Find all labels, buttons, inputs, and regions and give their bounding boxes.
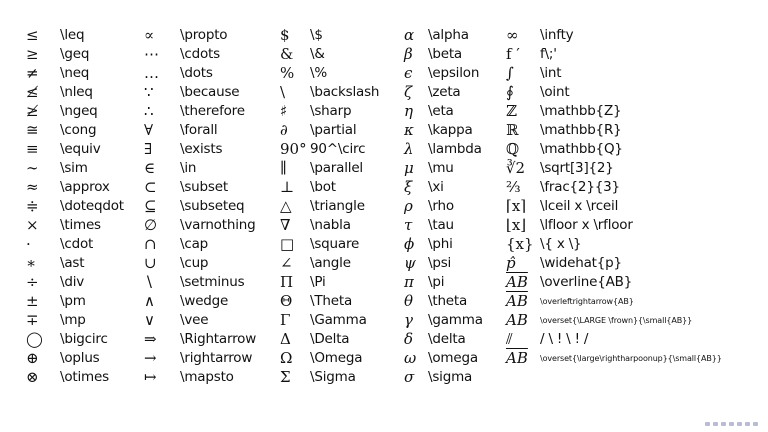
symbol-glyph: $	[280, 26, 290, 44]
symbol-glyph: AB	[506, 311, 528, 329]
latex-command: \overset{\large\rightharpoonup}{\small{AB}}	[540, 354, 722, 363]
symbol-glyph: {x}	[506, 235, 534, 253]
symbol-glyph: ≅	[26, 121, 39, 139]
latex-command: \sqrt[3]{2}	[540, 160, 614, 176]
latex-command: \pm	[60, 293, 86, 309]
symbol-glyph: θ	[404, 292, 414, 310]
latex-command: \therefore	[180, 103, 245, 119]
latex-command: \delta	[428, 331, 466, 347]
symbol-glyph: ≱	[26, 102, 39, 120]
symbol-glyph: Ω	[280, 349, 293, 367]
symbol-glyph: ϕ	[404, 235, 415, 253]
latex-command: \vee	[180, 312, 209, 328]
latex-command: \infty	[540, 27, 574, 43]
latex-command: \propto	[180, 27, 228, 43]
symbol-glyph: ∠	[280, 254, 293, 272]
latex-command: \div	[60, 274, 85, 290]
symbol-glyph: ≥	[26, 45, 39, 63]
symbol-column-1	[26, 26, 60, 387]
latex-command: \ast	[60, 255, 85, 271]
latex-command: \sigma	[428, 369, 473, 385]
symbol-glyph: f ′	[506, 45, 520, 63]
latex-command: \nabla	[310, 217, 351, 233]
latex-command: \Rightarrow	[180, 331, 257, 347]
symbol-glyph: β	[404, 45, 413, 63]
symbol-glyph: τ	[404, 216, 413, 234]
symbol-glyph: ×	[26, 216, 39, 234]
symbol-glyph: ϵ	[404, 64, 413, 82]
symbol-glyph: ∂	[280, 121, 288, 139]
symbol-glyph: ◯	[26, 330, 43, 348]
symbol-glyph: □	[280, 235, 295, 253]
latex-command: \omega	[428, 350, 478, 366]
latex-command: \epsilon	[428, 65, 480, 81]
symbol-glyph: …	[144, 64, 159, 82]
latex-command: \Pi	[310, 274, 326, 290]
symbol-glyph: ≤	[26, 26, 39, 44]
symbol-glyph: ℝ	[506, 121, 519, 139]
latex-command: \$	[310, 27, 323, 43]
command-column-2	[180, 26, 280, 387]
symbol-glyph: ≡	[26, 140, 39, 158]
symbol-glyph: π	[404, 273, 414, 291]
symbol-glyph: ∵	[144, 83, 154, 101]
latex-command: \tau	[428, 217, 454, 233]
symbol-glyph: ∪	[144, 254, 157, 272]
symbol-glyph: ⫽	[506, 330, 513, 348]
latex-command: \Omega	[310, 350, 363, 366]
latex-command: \eta	[428, 103, 454, 119]
symbol-glyph: ρ	[404, 197, 413, 215]
symbol-glyph: ≠	[26, 64, 39, 82]
symbol-glyph: δ	[404, 330, 414, 348]
symbol-glyph: ∴	[144, 102, 154, 120]
symbol-glyph: ÷	[26, 273, 39, 291]
symbol-glyph: ∈	[144, 159, 156, 177]
latex-command: \mu	[428, 160, 454, 176]
latex-command: \cap	[180, 236, 209, 252]
symbol-glyph: ∨	[144, 311, 155, 329]
symbol-glyph: ∓	[26, 311, 39, 329]
symbol-glyph: ∛2	[506, 159, 526, 177]
command-column-4	[428, 26, 506, 387]
latex-command: \cdot	[60, 236, 94, 252]
latex-command: \dots	[180, 65, 213, 81]
symbol-column-2	[144, 26, 180, 387]
symbol-glyph: σ	[404, 368, 415, 386]
latex-command: \rightarrow	[180, 350, 253, 366]
latex-command: \setminus	[180, 274, 245, 290]
symbol-glyph: ω	[404, 349, 417, 367]
latex-command: \approx	[60, 179, 110, 195]
symbol-glyph: $\overline{AB}$	[506, 273, 528, 291]
symbol-glyph: Σ	[280, 368, 291, 386]
symbol-glyph: \	[280, 83, 286, 101]
latex-command: \doteqdot	[60, 198, 124, 214]
latex-command: \geq	[60, 46, 90, 62]
latex-command: \varnothing	[180, 217, 256, 233]
symbol-glyph: ℚ	[506, 140, 520, 158]
symbol-glyph: λ	[404, 140, 414, 158]
symbol-glyph: ∮	[506, 83, 514, 101]
symbol-glyph: ⊥	[280, 178, 295, 196]
latex-command: \kappa	[428, 122, 473, 138]
symbol-glyph: ♯	[280, 102, 288, 120]
symbol-table	[26, 26, 768, 387]
latex-command: \subseteq	[180, 198, 245, 214]
nav-subsection-icon[interactable]	[745, 422, 750, 426]
symbol-glyph: ∞	[506, 26, 519, 44]
symbol-glyph: →	[144, 349, 157, 367]
symbol-glyph: ∫	[506, 64, 514, 82]
symbol-glyph: ⊆	[144, 197, 157, 215]
symbol-glyph: ψ	[404, 254, 416, 272]
latex-command: \neq	[60, 65, 90, 81]
symbol-glyph	[506, 368, 540, 387]
latex-command: \forall	[180, 122, 218, 138]
latex-command: \cup	[180, 255, 209, 271]
symbol-glyph: ∖	[144, 273, 154, 291]
symbol-column-3	[280, 26, 310, 387]
symbol-glyph: Δ	[280, 330, 291, 348]
nav-next-icon[interactable]	[729, 422, 734, 426]
symbol-glyph: ∀	[144, 121, 154, 139]
latex-command: \nleq	[60, 84, 93, 100]
latex-command: \mapsto	[180, 369, 234, 385]
symbol-glyph: μ	[404, 159, 414, 177]
latex-command: \sim	[60, 160, 88, 176]
latex-command: \overleftrightarrow{AB}	[540, 297, 634, 306]
command-column-3	[310, 26, 404, 387]
latex-command: \wedge	[180, 293, 229, 309]
latex-command: \in	[180, 160, 197, 176]
symbol-glyph: ⌈x⌉	[506, 197, 527, 215]
latex-command: \subset	[180, 179, 228, 195]
latex-command: \cdots	[180, 46, 220, 62]
symbol-glyph: ⊂	[144, 178, 157, 196]
latex-command: \rho	[428, 198, 454, 214]
latex-command: \overset{\LARGE \frown}{\small{AB}}	[540, 316, 693, 325]
symbol-glyph: $\overline{AB}$	[506, 292, 528, 310]
latex-command: \oint	[540, 84, 570, 100]
latex-command: \lambda	[428, 141, 482, 157]
latex-command: \square	[310, 236, 360, 252]
latex-command: \backslash	[310, 84, 380, 100]
symbol-glyph: %	[280, 64, 295, 82]
latex-command: \psi	[428, 255, 452, 271]
latex-command: \alpha	[428, 27, 469, 43]
latex-command: \mathbb{Q}	[540, 141, 623, 157]
symbol-glyph: α	[404, 26, 415, 44]
symbol-glyph: &	[280, 45, 294, 63]
symbol-glyph: 90°	[280, 140, 307, 158]
symbol-glyph: ℤ	[506, 102, 517, 120]
symbol-glyph: ±	[26, 292, 39, 310]
symbol-glyph: ∅	[144, 216, 158, 234]
symbol-glyph: γ	[404, 311, 413, 329]
symbol-glyph: Γ	[280, 311, 291, 329]
latex-command: \Theta	[310, 293, 353, 309]
latex-command: \equiv	[60, 141, 101, 157]
latex-command	[540, 368, 768, 387]
command-column-5	[540, 26, 768, 387]
latex-command: \frac{2}{3}	[540, 179, 620, 195]
latex-command: \&	[310, 46, 325, 62]
symbol-glyph: Π	[280, 273, 294, 291]
latex-command: \mp	[60, 312, 86, 328]
symbol-glyph: ≰	[26, 83, 39, 101]
symbol-glyph: ζ	[404, 83, 413, 101]
latex-command: \pi	[428, 274, 445, 290]
symbol-glyph: ≈	[26, 178, 39, 196]
symbol-glyph: η	[404, 102, 413, 120]
latex-command: 90^\circ	[310, 141, 366, 157]
latex-command: \int	[540, 65, 562, 81]
symbol-glyph: ⌊x⌋	[506, 216, 527, 234]
latex-command: \mathbb{Z}	[540, 103, 622, 119]
latex-command: / \ ! \ ! /	[540, 331, 589, 347]
latex-command: \otimes	[60, 369, 109, 385]
symbol-glyph: ⇒	[144, 330, 157, 348]
symbol-glyph: ∗	[26, 254, 37, 272]
symbol-glyph: ∝	[144, 26, 155, 44]
latex-command: \angle	[310, 255, 351, 271]
latex-command: \triangle	[310, 198, 365, 214]
symbol-glyph: ∼	[26, 159, 39, 177]
symbol-glyph: ∥	[280, 159, 287, 177]
latex-command: \lfloor x \rfloor	[540, 217, 633, 233]
symbol-glyph: △	[280, 197, 292, 215]
latex-command: \leq	[60, 27, 85, 43]
nav-frame-icon[interactable]	[721, 422, 726, 426]
symbol-glyph: ⋯	[144, 45, 159, 63]
latex-command: \times	[60, 217, 101, 233]
latex-command: \Delta	[310, 331, 350, 347]
latex-command: \Gamma	[310, 312, 367, 328]
symbol-glyph: κ	[404, 121, 414, 139]
symbol-glyph: ∩	[144, 235, 157, 253]
latex-command: \overline{AB}	[540, 274, 633, 290]
symbol-glyph: p̂	[506, 254, 516, 272]
latex-command: \Sigma	[310, 369, 356, 385]
symbol-glyph: ⅔	[506, 178, 521, 196]
latex-command: \oplus	[60, 350, 100, 366]
latex-command: \ngeq	[60, 103, 98, 119]
latex-command: \bigcirc	[60, 331, 108, 347]
latex-command: \{ x \}	[540, 236, 582, 252]
symbol-column-4	[404, 26, 428, 387]
latex-command: \widehat{p}	[540, 255, 622, 271]
latex-command: \exists	[180, 141, 223, 157]
latex-command: \zeta	[428, 84, 461, 100]
nav-search-icon[interactable]	[753, 422, 758, 426]
symbol-glyph: ⊕	[26, 349, 39, 367]
latex-command: \beta	[428, 46, 462, 62]
latex-command: \theta	[428, 293, 468, 309]
symbol-glyph: $\overline{AB}$	[506, 349, 528, 367]
latex-command: \cong	[60, 122, 97, 138]
symbol-column-5	[506, 26, 540, 387]
latex-command: \lceil x \rceil	[540, 198, 619, 214]
latex-command: \xi	[428, 179, 444, 195]
symbol-glyph: ∧	[144, 292, 155, 310]
latex-command: f\;'	[540, 46, 557, 62]
latex-command: \sharp	[310, 103, 352, 119]
symbol-glyph: ∃	[144, 140, 153, 158]
latex-command: \phi	[428, 236, 453, 252]
command-column-1	[60, 26, 144, 387]
nav-section-icon[interactable]	[737, 422, 742, 426]
latex-command: \because	[180, 84, 240, 100]
nav-first-icon[interactable]	[705, 422, 710, 426]
symbol-glyph: ↦	[144, 368, 157, 386]
nav-prev-icon[interactable]	[713, 422, 718, 426]
latex-command: \mathbb{R}	[540, 122, 622, 138]
symbol-glyph: ξ	[404, 178, 413, 196]
latex-command: \gamma	[428, 312, 483, 328]
latex-command: \%	[310, 65, 327, 81]
symbol-glyph: ·	[26, 235, 31, 253]
symbol-glyph: ∇	[280, 216, 291, 234]
symbol-glyph: Θ	[280, 292, 293, 310]
symbol-glyph: ≑	[26, 197, 39, 215]
latex-command: \parallel	[310, 160, 363, 176]
latex-command: \bot	[310, 179, 336, 195]
latex-command: \partial	[310, 122, 357, 138]
symbol-glyph: ⊗	[26, 368, 39, 386]
beamer-navigation-bar[interactable]	[705, 422, 758, 426]
